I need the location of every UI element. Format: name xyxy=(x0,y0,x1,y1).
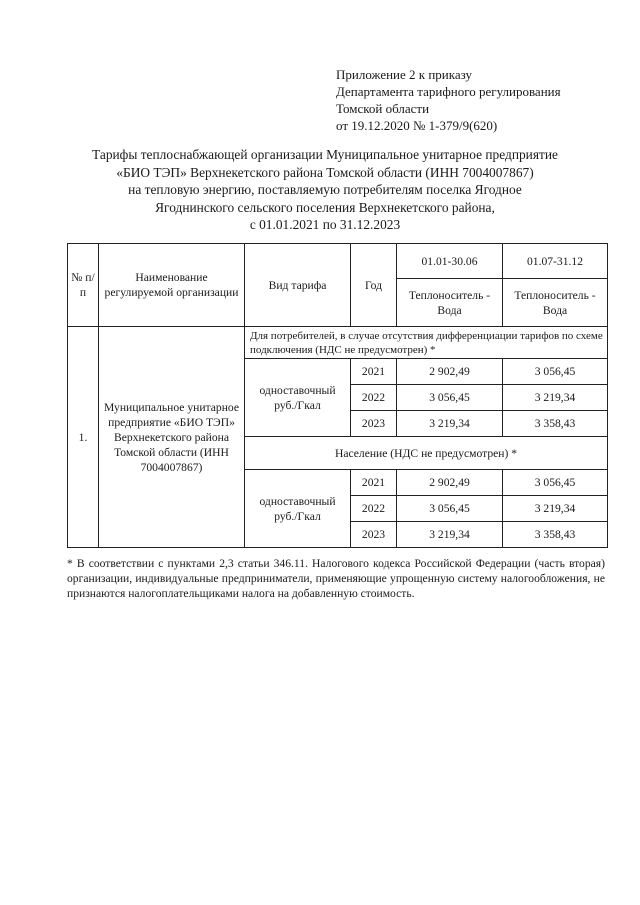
year-cell: 2023 xyxy=(351,522,397,548)
header-year: Год xyxy=(351,244,397,327)
tariff-h1-cell: 2 902,49 xyxy=(397,470,503,496)
tariff-h2-cell: 3 056,45 xyxy=(503,470,608,496)
tariff-h1-cell: 2 902,49 xyxy=(397,359,503,385)
tariff-h2-cell: 3 056,45 xyxy=(503,359,608,385)
tariff-h1-cell: 3 219,34 xyxy=(397,522,503,548)
tariff-h2-cell: 3 219,34 xyxy=(503,385,608,411)
header-period-1: 01.01-30.06 xyxy=(397,244,503,279)
appendix-line-3: Томской области xyxy=(336,101,430,116)
tariff-h2-cell: 3 219,34 xyxy=(503,496,608,522)
tariff-h2-cell: 3 358,43 xyxy=(503,411,608,437)
tariff-h1-cell: 3 056,45 xyxy=(397,496,503,522)
header-tariff-type: Вид тарифа xyxy=(245,244,351,327)
header-org: Наименование регулируемой организации xyxy=(99,244,245,327)
appendix-line-2: Департамента тарифного регулирования xyxy=(336,84,561,99)
tariff-h1-cell: 3 056,45 xyxy=(397,385,503,411)
title-line-3: на тепловую энергию, поставляемую потребителям поселка Ягодное xyxy=(128,182,522,198)
appendix-header xyxy=(336,66,561,134)
footnote: * В соответствии с пунктами 2,3 статьи 346.11. Налогового кодекса Российской Федерации (часть вторая) организации, индивидуальные предприниматели, применяющие упрощенную систему налогообложения, не признаются налогоплательщиками налога на добавленную стоимость. xyxy=(67,557,605,600)
appendix-line-4: от 19.12.2020 № 1-379/9(620) xyxy=(336,118,498,133)
year-cell: 2021 xyxy=(351,470,397,496)
group-2-label: Население (НДС не предусмотрен) * xyxy=(245,437,608,470)
title-line-2: «БИО ТЭП» Верхнекетского района Томской области (ИНН 7004007867) xyxy=(116,164,534,180)
title-line-4: Ягоднинского сельского поселения Верхнекетского района, xyxy=(155,199,495,215)
title-line-5: с 01.01.2021 по 31.12.2023 xyxy=(249,217,401,233)
header-num: № п/п xyxy=(68,244,99,327)
tariff-table xyxy=(67,243,608,548)
header-row-1 xyxy=(68,244,608,279)
group-1-tariff: одноставочный руб./Гкал xyxy=(245,359,351,437)
appendix-line-1: Приложение 2 к приказу xyxy=(336,67,473,82)
header-carrier-2: Теплоноситель - Вода xyxy=(503,279,608,327)
org-name: Муниципальное унитарное предприятие «БИО ТЭП» Верхнекетского района Томской области (ИНН 7004007867) xyxy=(99,327,245,548)
year-cell: 2022 xyxy=(351,385,397,411)
year-cell: 2023 xyxy=(351,411,397,437)
group-2-tariff: одноставочный руб./Гкал xyxy=(245,470,351,548)
year-cell: 2022 xyxy=(351,496,397,522)
header-carrier-1: Теплоноситель - Вода xyxy=(397,279,503,327)
title-line-1: Тарифы теплоснабжающей организации Муниципальное унитарное предприятие xyxy=(92,147,558,162)
document-title xyxy=(60,146,590,234)
header-period-2: 01.07-31.12 xyxy=(503,244,608,279)
tariff-h2-cell: 3 358,43 xyxy=(503,522,608,548)
row-number: 1. xyxy=(68,327,99,548)
group-1-label: Для потребителей, в случае отсутствия дифференциации тарифов по схеме подключения (НДС не предусмотрен) * xyxy=(245,327,608,359)
group-1-label-row xyxy=(68,327,608,359)
tariff-h1-cell: 3 219,34 xyxy=(397,411,503,437)
year-cell: 2021 xyxy=(351,359,397,385)
